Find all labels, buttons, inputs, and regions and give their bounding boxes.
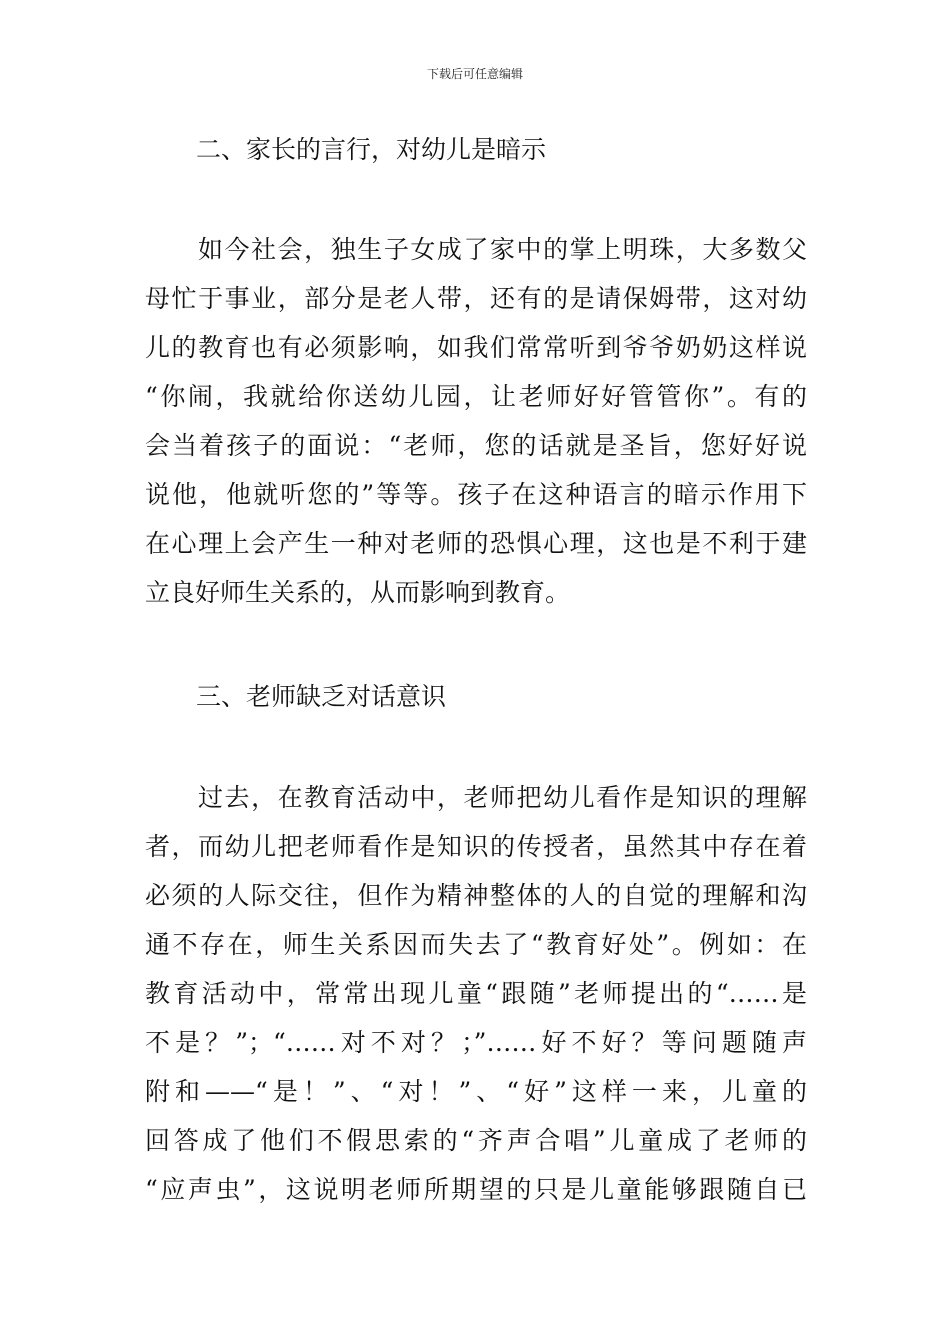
paragraph-line: 回答成了他们不假思索的“齐声合唱”儿童成了老师的	[145, 1126, 807, 1155]
paragraph-line: 在心理上会产生一种对老师的恐惧心理，这也是不利于建	[145, 529, 807, 558]
paragraph-line: 立良好师生关系的，从而影响到教育。	[145, 578, 571, 607]
paragraph-line: 如今社会，独生子女成了家中的掌上明珠，大多数父	[198, 235, 807, 264]
section-heading: 二、家长的言行，对幼儿是暗示	[196, 135, 547, 164]
paragraph-line: 儿的教育也有必须影响，如我们常常听到爷爷奶奶这样说	[145, 333, 807, 362]
paragraph-line: 通不存在，师生关系因而失去了“教育好处”。例如：在	[145, 930, 807, 959]
paragraph-line: 说他，他就听您的”等等。孩子在这种语言的暗示作用下	[145, 480, 807, 509]
paragraph-line: 过去，在教育活动中，老师把幼儿看作是知识的理解	[198, 783, 807, 812]
paragraph-line: 不是？”；“……对不对？；”……好不好？等问题随声	[145, 1028, 807, 1057]
paragraph-line: “你闹，我就给你送幼儿园，让老师好好管管你”。有的	[145, 382, 807, 411]
paragraph-line: 母忙于事业，部分是老人带，还有的是请保姆带，这对幼	[145, 284, 807, 313]
paragraph-line: “应声虫”，这说明老师所期望的只是儿童能够跟随自已	[145, 1175, 807, 1204]
page-header-note: 下载后可任意编辑	[426, 67, 523, 81]
paragraph	[145, 225, 807, 617]
paragraph	[145, 773, 807, 1214]
section-heading: 三、老师缺乏对话意识	[196, 682, 447, 711]
paragraph-line: 会当着孩子的面说：“老师，您的话就是圣旨，您好好说	[145, 431, 807, 460]
paragraph-line: 必须的人际交往，但作为精神整体的人的自觉的理解和沟	[145, 881, 807, 910]
paragraph-line: 者，而幼儿把老师看作是知识的传授者，虽然其中存在着	[145, 832, 807, 861]
paragraph-line: 附和——“是！”、“对！”、“好”这样一来，儿童的	[145, 1077, 807, 1106]
paragraph-line: 教育活动中，常常出现儿童“跟随”老师提出的“……是	[145, 979, 807, 1008]
